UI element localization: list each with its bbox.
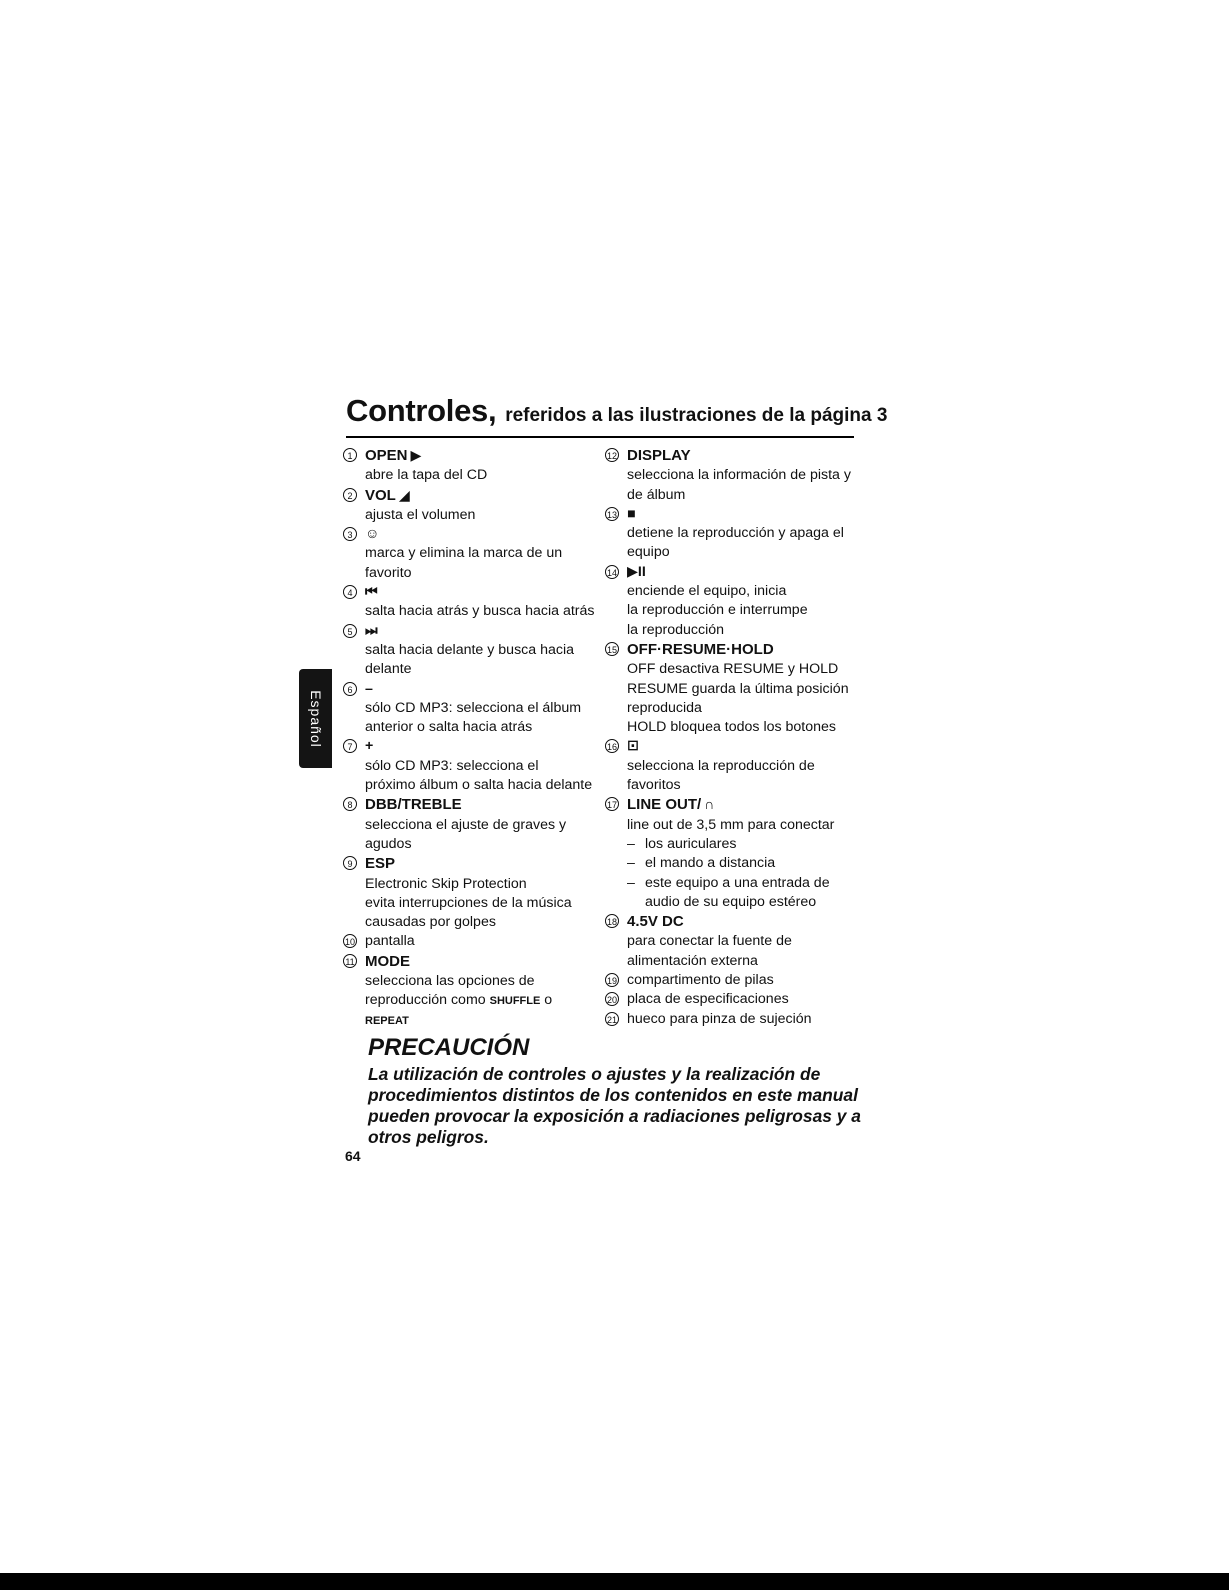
item-description: causadas por golpes — [365, 914, 496, 931]
control-item — [343, 583, 598, 622]
control-symbol-icon: ⏭ — [365, 622, 378, 639]
item-heading — [627, 563, 865, 582]
control-symbol-icon: ∩ — [704, 797, 715, 814]
item-heading — [365, 486, 598, 506]
control-item — [605, 912, 865, 971]
control-item — [343, 446, 598, 486]
connection-list-item: – el mando a distancia — [627, 854, 865, 873]
item-description: abre la tapa del CD — [365, 467, 488, 484]
item-description: selecciona el ajuste de graves y — [365, 816, 567, 833]
control-item — [605, 640, 865, 737]
item-number-circle: 8 — [343, 797, 357, 811]
item-number-circle: 14 — [605, 565, 619, 579]
item-body — [365, 737, 598, 795]
or-word: o — [544, 992, 553, 1009]
item-description: próximo álbum o salta hacia delante — [365, 777, 593, 794]
control-label: OPEN — [365, 447, 408, 464]
item-body — [627, 990, 865, 1009]
item-description: enciende el equipo, inicia — [627, 583, 787, 600]
control-item — [343, 622, 598, 680]
control-item — [343, 854, 598, 932]
item-description: agudos — [365, 835, 412, 852]
control-label: 4.5V DC — [627, 913, 684, 931]
item-body — [365, 525, 598, 583]
item-description: para conectar la fuente de — [627, 933, 792, 950]
item-body — [627, 563, 865, 640]
item-heading — [365, 680, 598, 699]
item-description: line out de 3,5 mm para conectar — [627, 816, 835, 833]
title-divider — [346, 436, 854, 438]
scan-bottom-bar — [0, 1573, 1229, 1590]
item-body — [627, 795, 865, 912]
item-body — [627, 971, 865, 990]
control-symbol-icon: ☺ — [365, 526, 380, 543]
control-label: DBB/TREBLE — [365, 796, 462, 814]
caution-text: La utilización de controles o ajustes y la realización de procedimientos distintos de los contenidos en este manual pueden provocar la exposición a radiaciones peligrosas y a otros peligros. — [368, 1064, 861, 1147]
item-description: OFF desactiva RESUME y HOLD — [627, 661, 839, 678]
item-body — [365, 952, 598, 1031]
item-number-circle: 4 — [343, 585, 357, 599]
control-symbol-icon: ◢ — [398, 487, 410, 504]
control-symbol-icon: ⏮ — [365, 584, 378, 601]
item-body — [365, 486, 598, 526]
item-number-circle: 1 — [343, 448, 357, 462]
item-heading — [365, 795, 598, 815]
control-label: LINE OUT/ — [627, 796, 702, 814]
item-number-circle: 5 — [343, 624, 357, 638]
item-heading — [365, 446, 598, 466]
item-body — [365, 932, 598, 951]
page-number: 64 — [345, 1148, 361, 1164]
item-number-circle: 2 — [343, 488, 357, 502]
item-number-circle: 21 — [605, 1012, 619, 1026]
item-number-circle: 13 — [605, 507, 619, 521]
item-description: delante — [365, 661, 412, 678]
item-description: ajusta el volumen — [365, 506, 476, 523]
control-item — [605, 505, 865, 563]
control-symbol-icon: + — [365, 738, 374, 755]
control-symbol-icon: ▶ — [410, 448, 422, 464]
connection-list-item: – este equipo a una entrada de audio de su equipo estéreo — [627, 874, 865, 913]
item-description: la reproducción — [627, 621, 725, 638]
item-number-circle: 10 — [343, 934, 357, 948]
controls-left-column — [343, 446, 598, 1031]
control-label: ESP — [365, 855, 396, 873]
item-heading — [627, 446, 865, 466]
item-description: sólo CD MP3: selecciona el álbum — [365, 699, 582, 716]
control-label: DISPLAY — [627, 447, 691, 464]
control-item — [605, 563, 865, 640]
item-description: sólo CD MP3: selecciona el — [365, 757, 539, 774]
control-item — [343, 737, 598, 795]
item-heading — [365, 737, 598, 756]
control-label: OFF·RESUME·HOLD — [627, 640, 774, 658]
item-heading — [627, 795, 865, 815]
mode-prefix: reproducción como — [365, 992, 486, 1009]
item-heading — [627, 505, 865, 524]
item-number-circle: 17 — [605, 797, 619, 811]
title-main: Controles, — [346, 393, 497, 428]
item-heading — [365, 952, 598, 972]
controls-right-column — [605, 446, 865, 1029]
item-description: selecciona las opciones de — [365, 973, 535, 990]
item-description: detiene la reproducción y apaga el — [627, 525, 844, 542]
item-description: RESUME guarda la última posición — [627, 680, 849, 697]
item-description: la reproducción e interrumpe — [627, 602, 808, 619]
item-number-circle: 3 — [343, 527, 357, 541]
item-number-circle: 6 — [343, 682, 357, 696]
control-item — [343, 952, 598, 1031]
item-description: salta hacia atrás y busca hacia atrás — [365, 603, 595, 620]
language-tab — [299, 669, 332, 768]
item-description: selecciona la reproducción de — [627, 757, 815, 774]
item-number-circle: 7 — [343, 739, 357, 753]
control-item — [605, 795, 865, 912]
control-label: MODE — [365, 952, 410, 970]
item-description: de álbum — [627, 486, 686, 503]
item-heading — [365, 525, 598, 544]
control-label: VOL — [365, 486, 396, 504]
item-body — [365, 680, 598, 738]
mode-options-line — [365, 991, 598, 1011]
item-body — [627, 446, 865, 505]
caution-title: PRECAUCIÓN — [368, 1034, 530, 1061]
item-body — [365, 446, 598, 486]
item-heading — [627, 640, 865, 660]
item-description: evita interrupciones de la música — [365, 894, 572, 911]
item-number-circle: 11 — [343, 954, 357, 968]
item-description: marca y elimina la marca de un — [365, 545, 563, 562]
item-heading — [627, 912, 865, 932]
caution-box — [368, 1034, 868, 1148]
item-description: pantalla — [365, 933, 415, 950]
item-description: equipo — [627, 544, 670, 561]
control-item — [605, 446, 865, 505]
item-description: Electronic Skip Protection — [365, 875, 527, 892]
item-description: alimentación externa — [627, 952, 758, 969]
item-description: HOLD bloquea todos los botones — [627, 719, 837, 736]
control-item — [605, 971, 865, 990]
item-body — [365, 854, 598, 932]
item-description: hueco para pinza de sujeción — [627, 1010, 812, 1027]
shuffle-label: SHUFFLE — [489, 995, 541, 1008]
connection-list-item: – los auriculares — [627, 835, 865, 854]
control-item — [343, 680, 598, 738]
item-number-circle: 9 — [343, 856, 357, 870]
item-description: favorito — [365, 564, 412, 581]
control-symbol-icon: – — [365, 680, 373, 697]
item-body — [627, 912, 865, 971]
item-body — [365, 795, 598, 854]
item-body — [627, 737, 865, 795]
item-number-circle: 20 — [605, 992, 619, 1006]
item-description: placa de especificaciones — [627, 991, 789, 1008]
control-item — [343, 525, 598, 583]
item-heading — [365, 854, 598, 874]
control-item — [605, 990, 865, 1009]
control-symbol-icon: ■ — [627, 505, 636, 522]
control-item — [343, 795, 598, 854]
language-tab-label: Español — [307, 689, 324, 748]
connection-list — [627, 835, 865, 912]
item-number-circle: 18 — [605, 914, 619, 928]
repeat-label: REPEAT — [365, 1014, 409, 1027]
control-item — [343, 932, 598, 951]
item-number-circle: 12 — [605, 448, 619, 462]
item-body — [627, 640, 865, 737]
control-item — [343, 486, 598, 526]
item-description: salta hacia delante y busca hacia — [365, 641, 575, 658]
control-symbol-icon: ▶II — [627, 563, 646, 580]
item-body — [365, 583, 598, 622]
item-heading — [365, 583, 598, 602]
item-description: reproducida — [627, 699, 702, 716]
item-description: selecciona la información de pista y — [627, 467, 851, 484]
item-number-circle: 16 — [605, 739, 619, 753]
item-body — [365, 622, 598, 680]
item-heading — [365, 622, 598, 641]
item-body — [627, 1010, 865, 1029]
control-symbol-icon: ⊡ — [627, 738, 639, 755]
item-heading — [627, 737, 865, 756]
title-subtitle: referidos a las ilustraciones de la página 3 — [505, 405, 888, 426]
item-number-circle: 15 — [605, 642, 619, 656]
page-title — [346, 392, 888, 429]
item-number-circle: 19 — [605, 973, 619, 987]
item-description: anterior o salta hacia atrás — [365, 719, 533, 736]
item-description: favoritos — [627, 777, 681, 794]
item-body — [627, 505, 865, 563]
control-item — [605, 737, 865, 795]
item-description: compartimento de pilas — [627, 972, 774, 989]
control-item — [605, 1010, 865, 1029]
